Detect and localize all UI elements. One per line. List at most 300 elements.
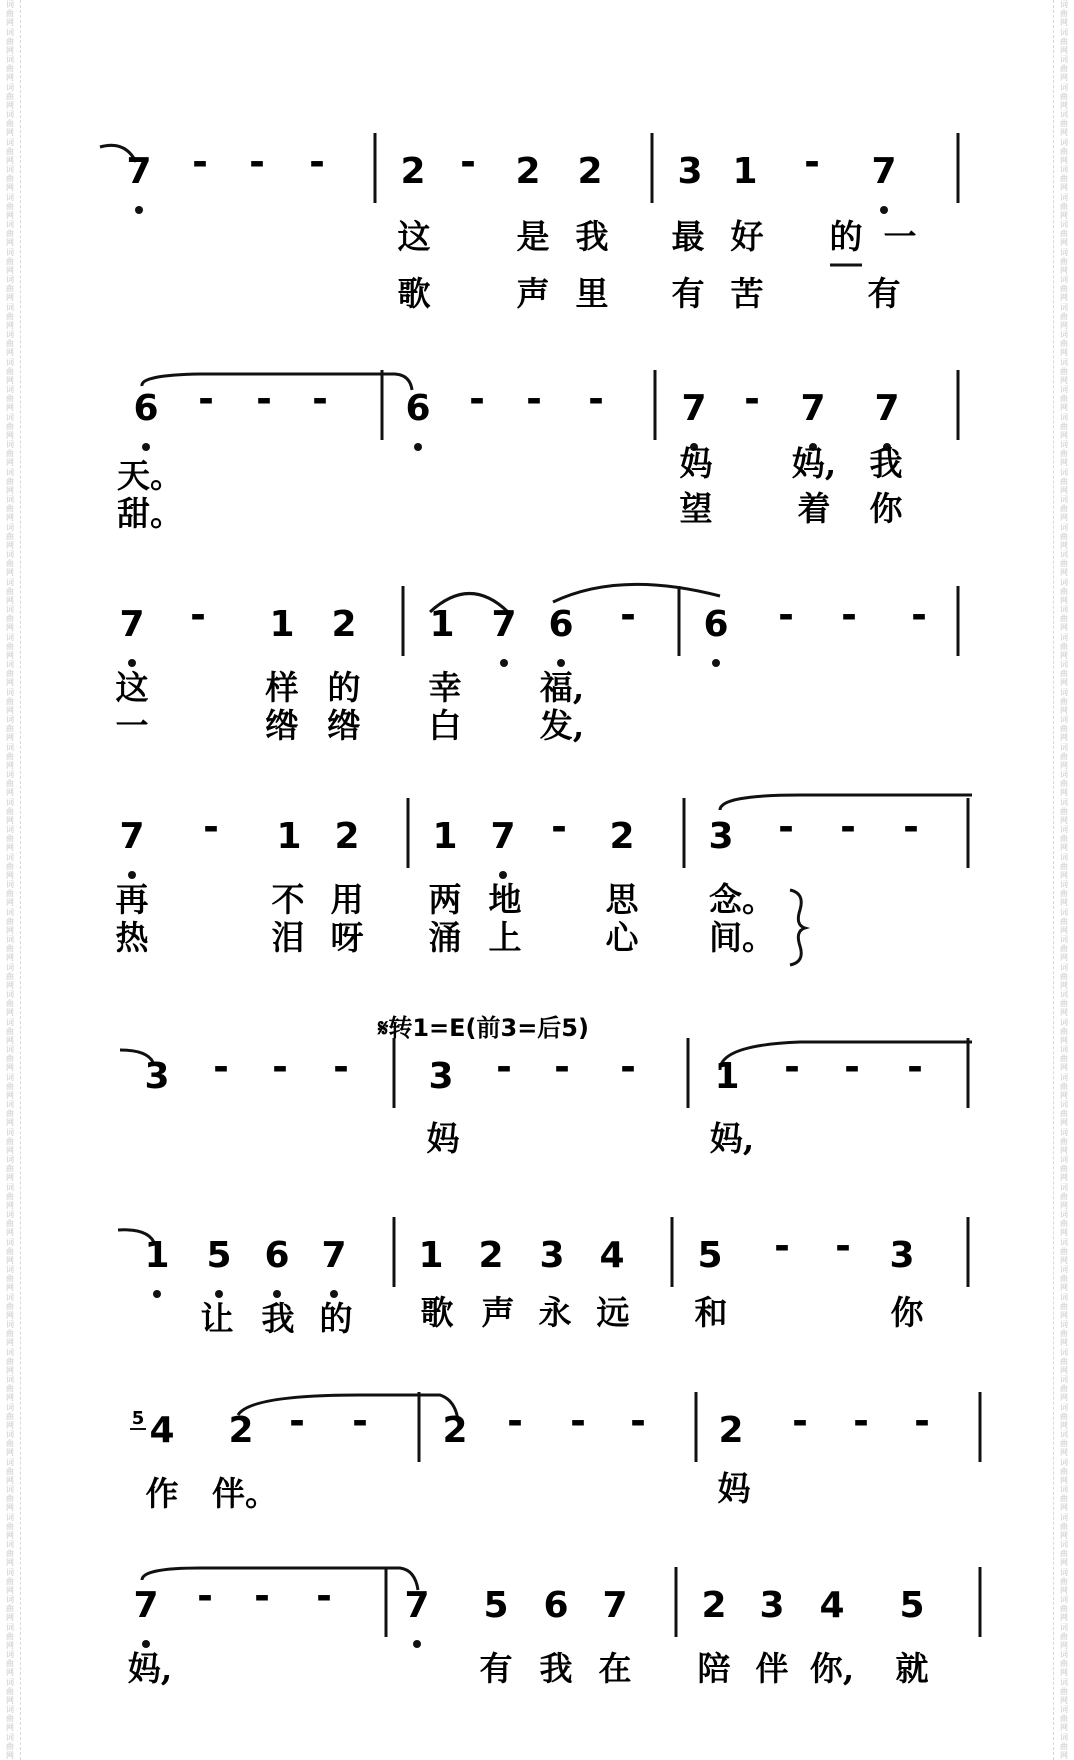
watermark-text: 词曲网 <box>1060 1182 1068 1210</box>
watermark-text: 词曲网 <box>6 1457 14 1485</box>
watermark-text: 词曲网 <box>1060 495 1068 522</box>
note: 6 <box>405 388 431 429</box>
watermark-text: 词曲网 <box>6 55 14 82</box>
note: 1 <box>418 1235 444 1276</box>
score-row <box>116 795 973 965</box>
lyric-syllable: 再 <box>115 880 149 919</box>
lyric-syllable: 用 <box>330 880 364 919</box>
note-dash: - <box>316 1574 332 1618</box>
watermark-text: 词曲网 <box>6 27 14 55</box>
octave-dot <box>557 659 565 667</box>
watermark-text: 词曲网 <box>1060 825 1068 852</box>
watermark-text: 词曲网 <box>1060 1072 1068 1100</box>
note: 7 <box>321 1235 347 1276</box>
note-dash: - <box>778 805 794 849</box>
watermark-text: 词曲网 <box>6 1127 14 1155</box>
note-dash: - <box>496 1045 512 1089</box>
score-row <box>128 1567 980 1688</box>
note-dash: - <box>630 1399 646 1443</box>
watermark-text: 词曲网 <box>1060 687 1068 715</box>
note-dash: - <box>507 1399 523 1443</box>
watermark-text: 词曲网 <box>6 440 14 467</box>
watermark-text: 词曲网 <box>1060 1320 1068 1347</box>
note: 3 <box>428 1056 454 1097</box>
octave-dot <box>215 1290 223 1298</box>
watermark-text: 词曲网 <box>6 1320 14 1347</box>
watermark-text: 词曲网 <box>6 1072 14 1100</box>
note-dash: - <box>460 140 476 184</box>
watermark-text: 词曲网 <box>6 990 14 1017</box>
note: 6 <box>543 1585 569 1626</box>
lyric-syllable: 呀 <box>330 918 364 957</box>
watermark-text: 词曲网 <box>1060 550 1068 577</box>
note-dash: - <box>792 1399 808 1443</box>
lyric-syllable: 伴。 <box>212 1474 278 1513</box>
lyric-syllable: 涌 <box>428 918 462 957</box>
octave-dot <box>135 206 143 214</box>
watermark-text: 词曲网 <box>6 137 14 165</box>
watermark-text: 词曲网 <box>1060 27 1068 55</box>
lyric-syllable: 我 <box>869 444 903 483</box>
lyric-syllable: 有 <box>479 1649 513 1688</box>
watermark-text: 词曲网 <box>6 1210 14 1237</box>
watermark-text: 词曲网 <box>6 1732 14 1760</box>
watermark-text: 词曲网 <box>6 165 14 192</box>
watermark-text: 词曲网 <box>1060 962 1068 990</box>
watermark-text: 词曲网 <box>6 880 14 907</box>
note: 2 <box>577 151 603 192</box>
watermark-text: 词曲网 <box>1060 220 1068 247</box>
note: 7 <box>404 1585 430 1626</box>
lyric-syllable: 妈 <box>426 1119 460 1158</box>
note: 4 <box>599 1235 625 1276</box>
watermark-text: 词曲网 <box>1060 880 1068 907</box>
watermark-text: 词曲网 <box>1060 907 1068 935</box>
note: 4 <box>819 1585 845 1626</box>
watermark-text: 词曲网 <box>1060 522 1068 550</box>
watermark-text: 词曲网 <box>1060 82 1068 110</box>
grace-note: 5 <box>131 1408 145 1429</box>
lyric-syllable: 是 <box>516 217 550 256</box>
lyric-syllable: 我 <box>575 217 609 256</box>
watermark-text: 词曲网 <box>1060 852 1068 880</box>
watermark-text: 词曲网 <box>1060 1457 1068 1485</box>
watermark-text: 词曲网 <box>6 687 14 715</box>
watermark-text: 词曲网 <box>1060 1622 1068 1650</box>
lyric-syllable: 地 <box>488 880 522 919</box>
note: 1 <box>429 604 455 645</box>
note-dash: - <box>588 377 604 421</box>
watermark-text: 词曲网 <box>6 1347 14 1375</box>
watermark-text: 词曲网 <box>6 1512 14 1540</box>
lyric-syllable: 绺 <box>327 706 361 745</box>
slur <box>142 374 412 390</box>
watermark-text: 词曲网 <box>6 1485 14 1512</box>
watermark-text: 词曲网 <box>1060 577 1068 605</box>
note-dash: - <box>203 805 219 849</box>
lyric-syllable: 的 <box>829 217 863 256</box>
watermark-text: 词曲网 <box>1060 632 1068 660</box>
watermark-text: 词曲网 <box>6 1677 14 1705</box>
watermark-text: 词曲网 <box>6 275 14 302</box>
key-change-annotation: 𝄋转1=E(前3=后5) <box>378 1014 589 1042</box>
watermark-text: 词曲网 <box>1060 1045 1068 1072</box>
note: 3 <box>759 1585 785 1626</box>
note-dash: - <box>841 593 857 637</box>
note: 6 <box>548 604 574 645</box>
watermark-text: 词曲网 <box>1060 192 1068 220</box>
lyric-syllable: 这 <box>115 668 149 707</box>
slur <box>553 584 720 602</box>
octave-dot <box>499 871 507 879</box>
watermark-text: 词曲网 <box>1060 1677 1068 1705</box>
watermark-text: 词曲网 <box>1060 1402 1068 1430</box>
lyric-syllable: 念。 <box>709 880 775 919</box>
watermark-text: 词曲网 <box>1060 1292 1068 1320</box>
watermark-text: 词曲网 <box>1060 247 1068 275</box>
note-dash: - <box>853 1399 869 1443</box>
note-dash: - <box>570 1399 586 1443</box>
watermark-text: 词曲网 <box>1060 55 1068 82</box>
lyric-syllable: 我 <box>261 1299 295 1338</box>
lyric-syllable: 陪 <box>697 1649 731 1688</box>
watermark-text: 词曲网 <box>1060 1540 1068 1567</box>
watermark-text: 词曲网 <box>6 935 14 962</box>
lyric-syllable: 永 <box>538 1293 572 1332</box>
watermark-text: 词曲网 <box>1060 137 1068 165</box>
note: 3 <box>708 816 734 857</box>
watermark-text: 词曲网 <box>1060 440 1068 467</box>
note: 7 <box>133 1585 159 1626</box>
watermark-text: 词曲网 <box>6 577 14 605</box>
watermark-text: 词曲网 <box>1060 935 1068 962</box>
note: 5 <box>899 1585 925 1626</box>
note: 7 <box>800 388 826 429</box>
note: 7 <box>602 1585 628 1626</box>
lyric-syllable: 有 <box>671 274 705 313</box>
note-dash: - <box>774 1224 790 1268</box>
watermark-text: 词曲网 <box>1060 1347 1068 1375</box>
lyric-syllable: 歌 <box>420 1293 454 1332</box>
score-row <box>130 1392 980 1513</box>
note: 1 <box>714 1056 740 1097</box>
watermark-text: 词曲网 <box>6 0 14 27</box>
watermark-text: 词曲网 <box>6 412 14 440</box>
watermark-text: 词曲网 <box>1060 742 1068 770</box>
note-dash: - <box>333 1045 349 1089</box>
lyric-syllable: 好 <box>730 217 764 256</box>
watermark-text: 词曲网 <box>1060 1650 1068 1677</box>
watermark-text: 词曲网 <box>1060 1732 1068 1760</box>
octave-dot <box>153 1290 161 1298</box>
lyric-syllable: 天。 <box>117 456 183 495</box>
note-dash: - <box>907 1045 923 1089</box>
lyric-syllable: 妈 <box>717 1469 751 1508</box>
note-dash: - <box>840 805 856 849</box>
watermark-text: 词曲网 <box>1060 1237 1068 1265</box>
note-dash: - <box>744 377 760 421</box>
watermark-text: 词曲网 <box>1060 1127 1068 1155</box>
note-dash: - <box>554 1045 570 1089</box>
octave-dot <box>142 1640 150 1648</box>
watermark-text: 词曲网 <box>1060 660 1068 687</box>
note: 1 <box>276 816 302 857</box>
watermark-text: 词曲网 <box>6 1155 14 1182</box>
note: 7 <box>681 388 707 429</box>
watermark-text: 词曲网 <box>6 330 14 357</box>
watermark-text: 词曲网 <box>6 1705 14 1732</box>
lyric-syllable: 在 <box>598 1649 632 1688</box>
note-dash: - <box>551 805 567 849</box>
watermark-text: 词曲网 <box>6 1265 14 1292</box>
note-dash: - <box>914 1399 930 1443</box>
lyric-syllable: 里 <box>575 274 609 313</box>
note: 7 <box>119 816 145 857</box>
note: 2 <box>228 1410 254 1451</box>
watermark-text: 词曲网 <box>6 495 14 522</box>
note-dash: - <box>197 1574 213 1618</box>
note-dash: - <box>256 377 272 421</box>
octave-dot <box>880 206 888 214</box>
octave-dot <box>128 871 136 879</box>
lyric-syllable: 作 <box>145 1474 179 1513</box>
note-dash: - <box>352 1399 368 1443</box>
lyric-syllable: 心 <box>605 918 639 957</box>
watermark-text: 词曲网 <box>6 1100 14 1127</box>
octave-dot <box>330 1290 338 1298</box>
lyric-syllable: 伴 <box>755 1649 789 1688</box>
note-dash: - <box>249 140 265 184</box>
watermark-text: 词曲网 <box>1060 1705 1068 1732</box>
octave-dot <box>414 443 422 451</box>
score-row <box>117 370 958 533</box>
note-dash: - <box>804 140 820 184</box>
lyric-syllable: 泪 <box>271 918 305 957</box>
lyric-syllable: 有 <box>867 274 901 313</box>
watermark-text: 词曲网 <box>6 357 14 385</box>
watermark-text: 词曲网 <box>6 660 14 687</box>
watermark-text: 词曲网 <box>6 742 14 770</box>
lyric-syllable: 两 <box>428 880 462 919</box>
note: 6 <box>264 1235 290 1276</box>
watermark-text: 词曲网 <box>6 1622 14 1650</box>
watermark-text: 词曲网 <box>6 1567 14 1595</box>
lyric-syllable: 白 <box>428 706 462 745</box>
lyric-syllable: 思 <box>605 880 639 919</box>
watermark-text: 词曲网 <box>6 82 14 110</box>
note: 2 <box>331 604 357 645</box>
watermark-text: 词曲网 <box>1060 1485 1068 1512</box>
lyric-syllable: 幸 <box>428 668 462 707</box>
watermark-text: 词曲网 <box>6 1540 14 1567</box>
watermark-text: 词曲网 <box>6 907 14 935</box>
watermark-text: 词曲网 <box>1060 1430 1068 1457</box>
note: 5 <box>206 1235 232 1276</box>
note: 2 <box>609 816 635 857</box>
lyric-syllable: 和 <box>694 1293 728 1332</box>
watermark-text: 词曲网 <box>6 632 14 660</box>
watermark-text: 词曲网 <box>1060 1512 1068 1540</box>
note-dash: - <box>620 593 636 637</box>
note: 3 <box>677 151 703 192</box>
lyric-syllable: 你 <box>890 1293 924 1332</box>
lyric-syllable: 间。 <box>709 918 775 957</box>
lyric-syllable: 望 <box>679 489 713 528</box>
watermark-text: 词曲网 <box>1060 1567 1068 1595</box>
lyric-syllable: 的 <box>327 668 361 707</box>
note-dash: - <box>198 377 214 421</box>
watermark-text: 词曲网 <box>1060 1017 1068 1045</box>
watermark-text: 词曲网 <box>6 852 14 880</box>
watermark-text: 词曲网 <box>6 110 14 137</box>
note-dash: - <box>911 593 927 637</box>
note-dash: - <box>469 377 485 421</box>
watermark-text: 词曲网 <box>6 1375 14 1402</box>
watermark-text: 词曲网 <box>1060 1265 1068 1292</box>
lyric-syllable: 声 <box>516 274 550 313</box>
octave-dot <box>128 659 136 667</box>
watermark-text: 词曲网 <box>1060 0 1068 27</box>
note: 2 <box>701 1585 727 1626</box>
note: 2 <box>478 1235 504 1276</box>
watermark-text: 词曲网 <box>6 220 14 247</box>
watermark-text: 词曲网 <box>6 302 14 330</box>
watermark-text: 词曲网 <box>1060 1210 1068 1237</box>
octave-dot <box>273 1290 281 1298</box>
verse-brace <box>790 890 805 965</box>
watermark-text: 词曲网 <box>6 715 14 742</box>
watermark-text: 词曲网 <box>1060 385 1068 412</box>
note: 7 <box>126 151 152 192</box>
lyric-syllable: 你, <box>809 1649 855 1688</box>
note: 7 <box>874 388 900 429</box>
watermark-text: 词曲网 <box>6 825 14 852</box>
lyric-syllable: 歌 <box>397 274 431 313</box>
note: 5 <box>483 1585 509 1626</box>
octave-dot <box>712 659 720 667</box>
note-dash: - <box>289 1399 305 1443</box>
note-dash: - <box>903 805 919 849</box>
note: 7 <box>871 151 897 192</box>
note: 1 <box>144 1235 170 1276</box>
lyric-syllable: 这 <box>397 217 431 256</box>
note-dash: - <box>620 1045 636 1089</box>
note-dash: - <box>312 377 328 421</box>
note-dash: - <box>844 1045 860 1089</box>
lyric-syllable: 就 <box>895 1649 929 1688</box>
watermark-text: 词曲网 <box>1060 770 1068 797</box>
watermark-text: 词曲网 <box>1060 110 1068 137</box>
note-dash: - <box>190 593 206 637</box>
watermark-text: 词曲网 <box>6 1430 14 1457</box>
watermark-text: 词曲网 <box>6 192 14 220</box>
note: 3 <box>539 1235 565 1276</box>
watermark-text: 词曲网 <box>1060 1100 1068 1127</box>
note: 7 <box>490 816 516 857</box>
octave-dot <box>142 443 150 451</box>
lyric-syllable: 甜。 <box>117 494 183 533</box>
watermark-text: 词曲网 <box>1060 165 1068 192</box>
lyric-syllable: 不 <box>271 880 305 919</box>
lyric-syllable: 一 <box>115 706 149 745</box>
watermark-text: 词曲网 <box>1060 715 1068 742</box>
note: 1 <box>732 151 758 192</box>
note-dash: - <box>309 140 325 184</box>
watermark-text: 词曲网 <box>1060 302 1068 330</box>
note-dash: - <box>192 140 208 184</box>
watermark-text: 词曲网 <box>6 1182 14 1210</box>
lyric-syllable: 我 <box>539 1649 573 1688</box>
note: 4 <box>149 1410 175 1451</box>
lyric-syllable: 远 <box>596 1293 630 1332</box>
lyric-syllable: 妈, <box>791 444 837 483</box>
watermark-text: 词曲网 <box>6 467 14 495</box>
note-dash: - <box>784 1045 800 1089</box>
lyric-syllable: 样 <box>265 668 299 707</box>
slur <box>238 1395 458 1420</box>
note: 3 <box>144 1056 170 1097</box>
watermark-text: 词曲网 <box>1060 990 1068 1017</box>
slur <box>142 1568 418 1590</box>
note: 6 <box>703 604 729 645</box>
note: 2 <box>515 151 541 192</box>
score-row <box>116 584 959 745</box>
note: 1 <box>432 816 458 857</box>
watermark-text: 词曲网 <box>1060 1595 1068 1622</box>
watermark-text: 词曲网 <box>6 1045 14 1072</box>
watermark-text: 词曲网 <box>6 550 14 577</box>
score-row <box>120 1014 972 1158</box>
lyric-syllable: 妈 <box>679 444 713 483</box>
watermark-text: 词曲网 <box>1060 275 1068 302</box>
lyric-syllable: 妈, <box>127 1649 173 1688</box>
lyric-syllable: 福, <box>539 668 585 707</box>
note: 1 <box>269 604 295 645</box>
note: 7 <box>491 604 517 645</box>
lyric-syllable: 上 <box>488 918 522 957</box>
watermark-text: 词曲网 <box>1060 357 1068 385</box>
watermark-text: 词曲网 <box>1060 605 1068 632</box>
watermark-text: 词曲网 <box>1060 467 1068 495</box>
lyric-syllable: 你 <box>869 489 903 528</box>
lyric-syllable: 让 <box>200 1299 234 1338</box>
watermark-text: 词曲网 <box>6 385 14 412</box>
note: 5 <box>697 1235 723 1276</box>
watermark-text: 词曲网 <box>6 1402 14 1430</box>
note: 2 <box>718 1410 744 1451</box>
note: 3 <box>889 1235 915 1276</box>
note: 2 <box>400 151 426 192</box>
octave-dot <box>500 659 508 667</box>
watermark-text: 词曲网 <box>6 1237 14 1265</box>
note: 2 <box>442 1410 468 1451</box>
watermark-text: 词曲网 <box>6 522 14 550</box>
watermark-text: 词曲网 <box>1060 797 1068 825</box>
watermark-text: 词曲网 <box>1060 330 1068 357</box>
watermark-text: 词曲网 <box>6 1650 14 1677</box>
lyric-syllable: 苦 <box>730 274 764 313</box>
note-dash: - <box>213 1045 229 1089</box>
note-dash: - <box>526 377 542 421</box>
note-dash: - <box>254 1574 270 1618</box>
note: 2 <box>334 816 360 857</box>
lyric-syllable: 妈, <box>709 1119 755 1158</box>
watermark-text: 词曲网 <box>6 247 14 275</box>
lyric-syllable: 最 <box>671 217 705 256</box>
lyric-syllable: 绺 <box>265 706 299 745</box>
score-row <box>118 1217 968 1338</box>
watermark-text: 词曲网 <box>1060 1375 1068 1402</box>
